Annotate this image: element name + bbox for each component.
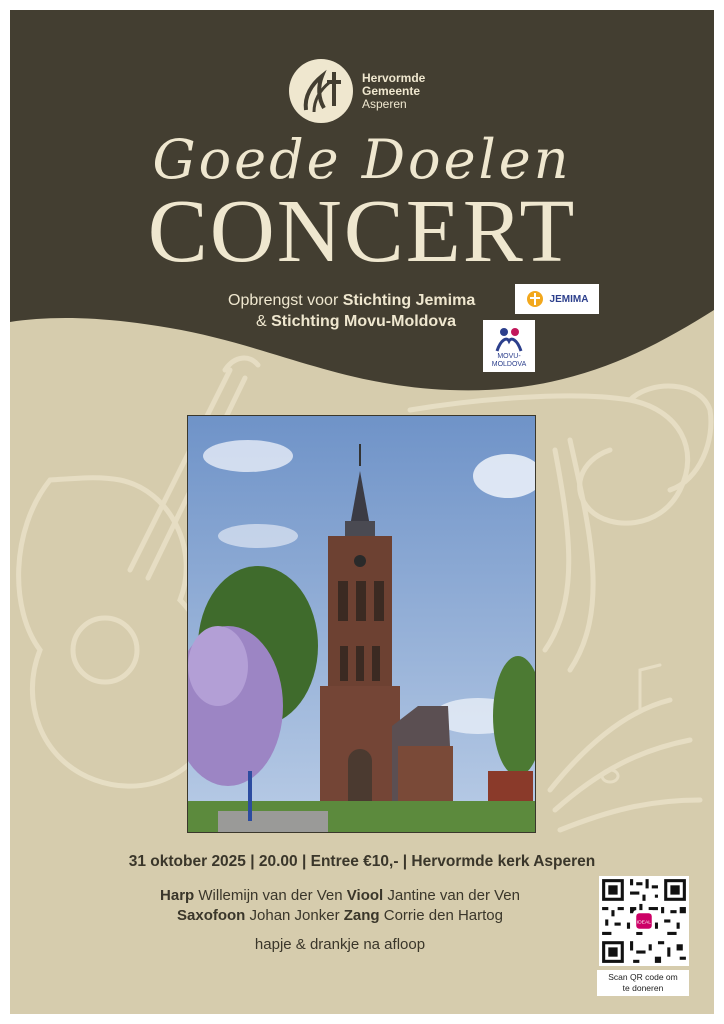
- movu-logo-line2: MOLDOVA: [491, 361, 527, 368]
- performer-name: Jantine van der Ven: [383, 887, 520, 904]
- poster: [10, 10, 714, 1014]
- organizer-name-line2: Gemeente: [362, 83, 421, 98]
- proceeds-line2: [228, 311, 475, 332]
- performer-role: Viool: [346, 887, 384, 904]
- proceeds-joiner: &: [256, 313, 272, 330]
- event-details: 31 oktober 2025 | 20.00 | Entree €10,- | Hervormde kerk Asperen: [128, 853, 596, 870]
- performers-line2: [110, 906, 570, 926]
- guitar-soundhole: [73, 618, 137, 682]
- performer-name: Johan Jonker: [245, 907, 344, 924]
- jemima-logo-text: JEMIMA: [549, 293, 589, 305]
- church-photo: [187, 415, 536, 833]
- organizer-name-line3: Asperen: [362, 96, 407, 111]
- performer-name: Willemijn van der Ven: [194, 887, 347, 904]
- performer-name: Corrie den Hartog: [379, 907, 503, 924]
- organizer-name-line1: Hervormde: [362, 70, 426, 85]
- performer-role: Zang: [343, 907, 380, 924]
- charity-movu: Stichting Movu-Moldova: [271, 313, 456, 330]
- qr-caption: [597, 970, 689, 996]
- main-title: CONCERT: [147, 182, 577, 281]
- proceeds-prefix: Opbrengst voor: [228, 292, 343, 309]
- performer-role: Saxofoon: [177, 907, 246, 924]
- performers: [110, 886, 570, 926]
- qr-caption-line2: te doneren: [622, 983, 664, 993]
- proceeds-line1: [228, 290, 475, 311]
- movu-logo-line1: MOVU-: [497, 353, 521, 360]
- movu-moldova-logo: [483, 320, 535, 372]
- performers-line1: [110, 886, 570, 906]
- organizer-name: [362, 72, 425, 111]
- movu-figures-icon: [493, 327, 525, 353]
- jemima-logo: [515, 284, 599, 314]
- proceeds-text: [228, 290, 475, 332]
- church-tower-image: [188, 416, 535, 832]
- donation-qr-code[interactable]: [599, 876, 689, 966]
- organizer-logo: [288, 58, 425, 124]
- music-notes: [602, 665, 660, 782]
- refreshments-note: hapje & drankje na afloop: [254, 936, 426, 953]
- jemima-emblem-icon: [526, 290, 544, 308]
- harp-lines: [550, 700, 700, 830]
- qr-caption-line1: Scan QR code om: [608, 972, 678, 982]
- charity-jemima: Stichting Jemima: [342, 292, 476, 309]
- performer-role: Harp: [160, 887, 195, 904]
- ideal-badge: iDEAL: [636, 920, 652, 926]
- saxophone-keys: [545, 440, 593, 670]
- church-logo-icon: [288, 58, 354, 124]
- script-title: Goede Doelen: [152, 128, 572, 191]
